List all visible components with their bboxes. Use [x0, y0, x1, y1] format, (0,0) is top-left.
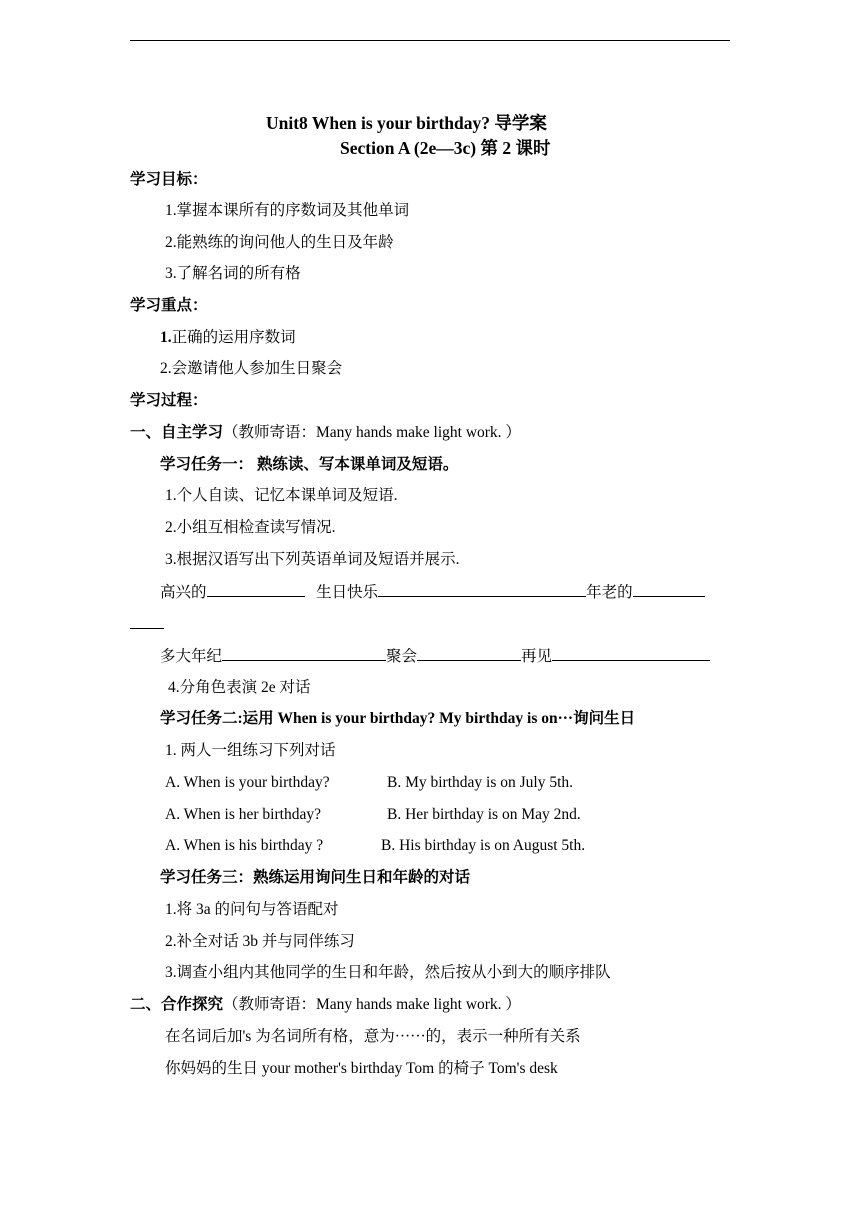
key-points-heading: 学习重点： [130, 297, 208, 314]
vocab-row [160, 582, 705, 603]
process-heading: 学习过程： [130, 392, 208, 409]
vocab-word: 多大年纪 [160, 648, 223, 665]
task-step: 2.小组互相检查读写情况. [165, 519, 336, 536]
answer-blank[interactable] [552, 646, 710, 661]
vocab-word: 再见 [521, 648, 553, 665]
answer-blank[interactable] [417, 646, 521, 661]
answer-blank[interactable] [130, 614, 164, 629]
key-point-number: 1. [160, 329, 172, 346]
goal-item: 1.掌握本课所有的序数词及其他单词 [165, 202, 410, 219]
vocab-word: 高兴的 [160, 584, 207, 601]
key-point-item [160, 328, 296, 348]
section-two-note: （教师寄语：Many hands make light work. ） [223, 996, 521, 1013]
header-rule [130, 40, 730, 41]
section-one-label: 一、自主学习 [130, 424, 224, 441]
grammar-note: 在名词后加's 为名词所有格，意为······的，表示一种所有关系 [165, 1028, 581, 1045]
page-subtitle: Section A (2e—3c) 第 2 课时 [340, 138, 551, 158]
task-step: 2.补全对话 3b 并与同伴练习 [165, 933, 355, 950]
dialog-answer: B. His birthday is on August 5th. [381, 837, 586, 854]
dialog-answer: B. Her birthday is on May 2nd. [387, 806, 581, 823]
task-one-title: 学习任务一： 熟练读、写本课单词及短语。 [160, 456, 459, 473]
dialog-question: A. When is her birthday? [165, 806, 321, 823]
task-step: 1.将 3a 的问句与答语配对 [165, 901, 339, 918]
task-step: 1.个人自读、记忆本课单词及短语. [165, 487, 398, 504]
section-one-note: （教师寄语：Many hands make light work. ） [223, 424, 521, 441]
goal-item: 3.了解名词的所有格 [165, 265, 301, 282]
task-step: 3.调查小组内其他同学的生日和年龄，然后按从小到大的顺序排队 [165, 964, 611, 981]
dialog-question: A. When is his birthday ? [165, 837, 324, 854]
vocab-row [160, 646, 710, 667]
answer-blank[interactable] [222, 646, 386, 661]
task-two-title: 学习任务二:运用 When is your birthday? My birthday is on···询问生日 [160, 710, 636, 727]
page-title: Unit8 When is your birthday? 导学案 [266, 113, 547, 133]
task-three-title: 学习任务三：熟练运用询问生日和年龄的对话 [160, 869, 471, 886]
key-point-text: 正确的运用序数词 [171, 329, 296, 346]
vocab-word: 年老的 [586, 584, 633, 601]
vocab-row-continuation [130, 614, 164, 635]
task-step: 1. 两人一组练习下列对话 [165, 742, 336, 759]
grammar-example: 你妈妈的生日 your mother's birthday Tom 的椅子 Tom's desk [165, 1060, 558, 1077]
vocab-word: 聚会 [386, 648, 418, 665]
key-point-item: 2.会邀请他人参加生日聚会 [160, 360, 343, 377]
dialog-answer: B. My birthday is on July 5th. [387, 774, 574, 791]
answer-blank[interactable] [378, 582, 586, 597]
section-one [130, 423, 521, 443]
task-step: 3.根据汉语写出下列英语单词及短语并展示. [165, 551, 460, 568]
dialog-question: A. When is your birthday? [165, 774, 330, 791]
goals-heading: 学习目标： [130, 171, 208, 188]
goal-item: 2.能熟练的询问他人的生日及年龄 [165, 234, 394, 251]
answer-blank[interactable] [207, 582, 305, 597]
task-step: 4.分角色表演 2e 对话 [168, 679, 311, 696]
vocab-word: 生日快乐 [316, 584, 379, 601]
section-two [130, 995, 521, 1015]
section-two-label: 二、合作探究 [130, 996, 224, 1013]
answer-blank[interactable] [633, 582, 705, 597]
